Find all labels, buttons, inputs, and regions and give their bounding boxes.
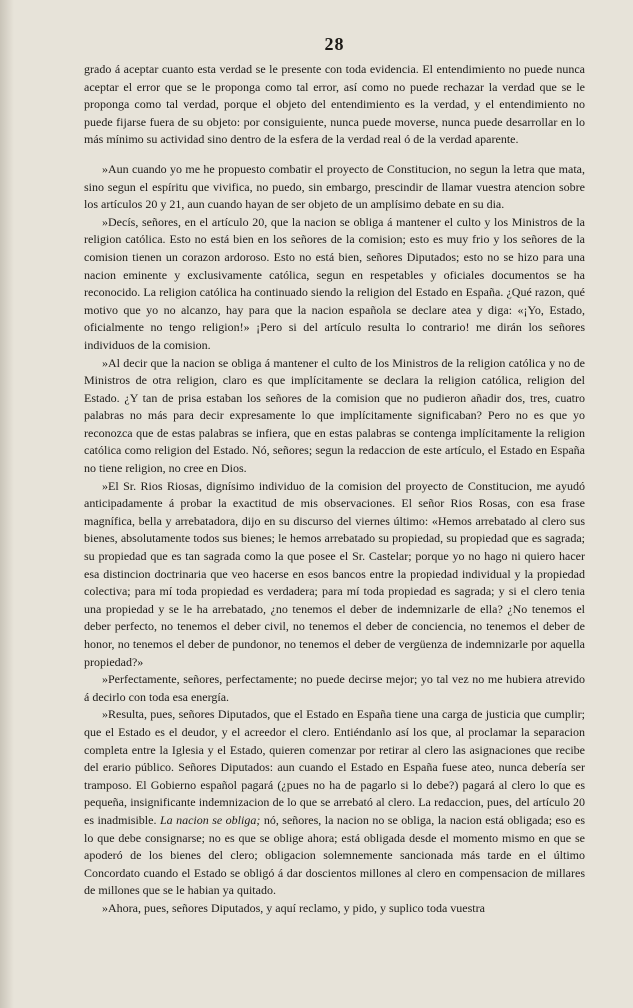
paragraph-2: »Aun cuando yo me he propuesto combatir el proyecto de Constitucion, no segun la letra que mata, sino segun el espíritu que vivifica, no puedo, sin embargo, prescindir de llamar vuestra atencion sobre los artículos 20 y 21, aun cuando hayan de ser objeto de un amplísimo debate en su dia. — [84, 161, 585, 212]
page-number: 28 — [324, 34, 345, 54]
italic-quote: La nacion se obliga; — [159, 812, 261, 827]
paragraph-4: »Al decir que la nacion se obliga á mantener el culto de los Ministros de la religion católica y no de Ministros de otra religion, claro es que implícitamente se declara la religion católica, religion del Estado. ¿Y tan de prisa estaban los señores de la comision que no pudieron añadir dos, tres, cuatro palabras no más para decir expresamente lo que implícitamente significaban? Pero no es que yo reconozca que de estas palabras se infiera, que en estas palabras se contenga implícitamente la religion católica como religion del Estado. Nó, señores; segun la redaccion de este artículo, el Estado en España no tiene religion, no cree en Dios. — [84, 355, 585, 476]
paragraph-6: »Perfectamente, señores, perfectamente; no puede decirse mejor; yo tal vez no me hubiera atrevido á decirlo con toda esa energía. — [84, 672, 585, 704]
paragraph-8: »Ahora, pues, señores Diputados, y aquí reclamo, y pido, y suplico toda vuestra — [102, 900, 485, 915]
paragraph-3: »Decís, señores, en el artículo 20, que la nacion se obliga á mantener el culto y los Ministros de la religion católica. Esto no está bien en los señores de la comision; esto es muy frio y los señores de la comision tienen un corazon ardoroso. Esto no está bien, señores Diputados; esto no se hizo para una nacion eminente y exclusivamente católica, segun en respetables y oficiales documentos se ha reconocido. La religion católica ha continuado siendo la religion del Estado en España. ¿Qué razon, qué motivo que yo no alcanzo, hay para que la nacion española se declare atea y diga: «¡Yo, Estado, oficialmente no tengo religion!» ¡Pero si del artículo resulta lo contrario! me dirán los señores individuos de la comision. — [84, 214, 585, 352]
paragraph-1: grado á aceptar cuanto esta verdad se le presente con toda evidencia. El entendimiento no puede nunca aceptar el error que se le proponga como tal error, así como no puede rechazar la verdad que se le proponga como tal verdad, porque el objeto del entendimiento es la verdad, y el entendimiento no puede fijarse fuera de su objeto: por consiguiente, nunca puede moverse, nunca puede desarrollar en lo más mínimo su actividad sino dentro de la esfera de la verdad real ó de la verdad aparente. — [84, 62, 585, 147]
paragraph-7-continuation: nó, señores, la nacion no se obliga, la nacion está obligada; eso es lo que debe consignarse; no es que se oblige ahora; está obligada desde el momento mismo en que se apoderó de los bienes del clero; obligacion solemnemente sancionada más tarde en el último Concordato cuando el Estado se obligó á dar doscientos millones al clero en compensacion de millares de millones que se le habian ya quitado. — [84, 812, 586, 898]
paragraph-7-text: »Resulta, pues, señores Diputados, que el Estado en España tiene una carga de justicia que cumplir; que el Estado es el deudor, y el acreedor el clero. Entiéndanlo así los que, al proclamar la separacion completa entre la Iglesia y el Estado, quieren comenzar por retirar al clero las asignaciones que recibe del erario público. Señores Diputados: aun cuando el Estado en España fuese ateo, nunca debería ser tramposo. El Gobierno español pagará (¿pues no ha de pagarlo si lo debe?) pagará al clero lo que es pequeña, insignificante indemnizacion de lo que se arrebató al clero. La redaccion, pues, del artículo 20 es inadmisible. — [84, 707, 585, 827]
page-fold-shadow — [0, 0, 14, 1008]
paragraph-5: »El Sr. Rios Riosas, dignísimo individuo de la comision del proyecto de Constitucion, me ayudó anticipadamente á probar la exactitud de mis observaciones. El señor Rios Rosas, con esa frase magnífica, bella y arrebatadora, dijo en su discurso del viernes último: «Hemos arrebatado al clero sus bienes, absolutamente todos sus bienes; le hemos arrebatado su propiedad, su propiedad que es sagrada; su propiedad que es tan sagrada como la que posee el Sr. Castelar; porque yo no hago ni quiero hacer esa distincion doctrinaria que veo hacerse en esos bancos entre la propiedad individual y la propiedad colectiva; para mí toda propiedad es verdadera; para mí toda propiedad es sagrada; y si el clero tenia una propiedad y se le ha arrebatado, ¿no tenemos el deber de indemnizarle de ella? ¿No tenemos el deber perfecto, no tenemos el deber civil, no tenemos el deber de conciencia, no tenemos el deber de honor, no tenemos el deber de pundonor, no tenemos el deber de vergüenza de indemnizarle por aquella propiedad?» — [84, 478, 585, 669]
paragraph-7 — [84, 706, 585, 900]
